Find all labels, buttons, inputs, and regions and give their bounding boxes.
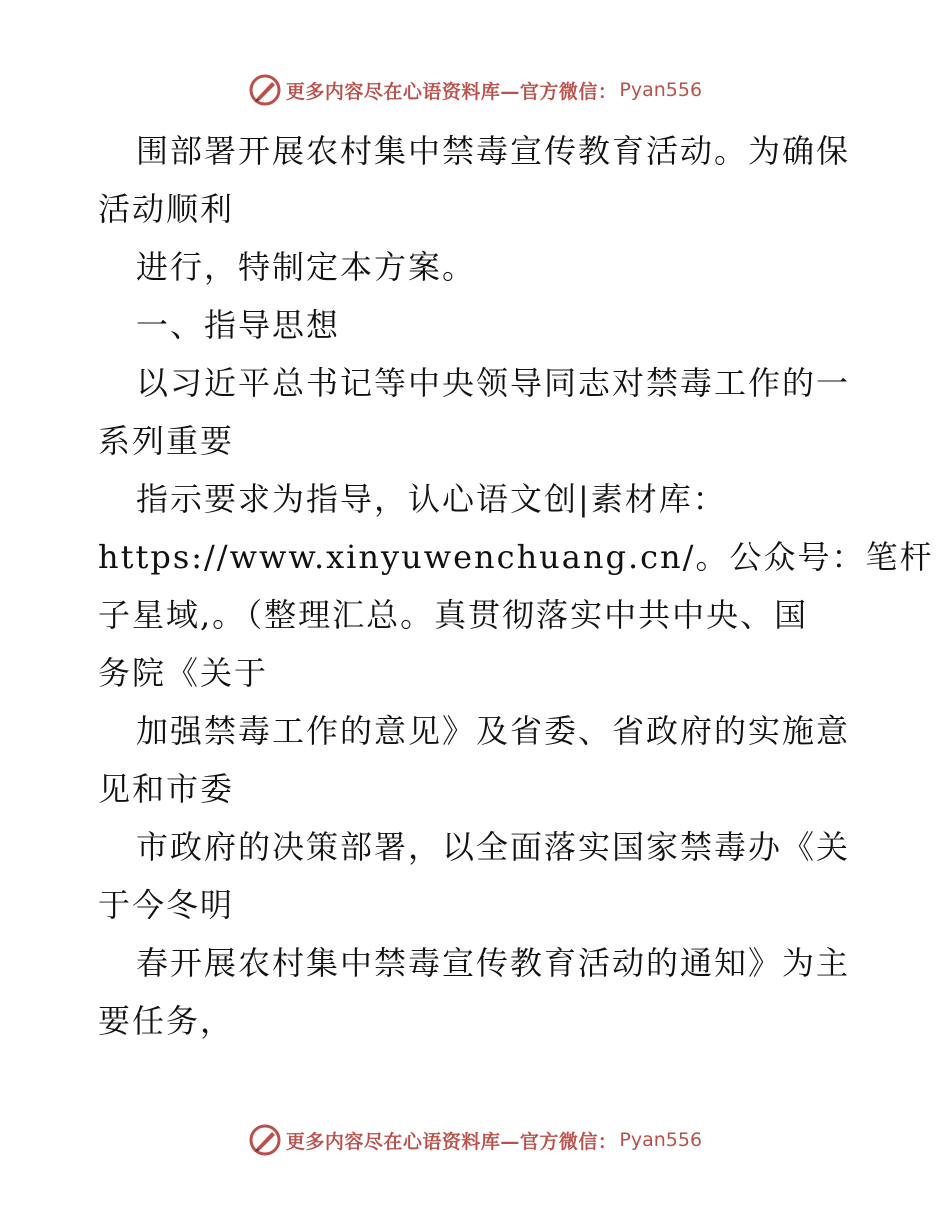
text-line: 务院《关于 xyxy=(98,654,269,692)
text-line: 子星域,。（整理汇总。真贯彻落实中共中央、国 xyxy=(98,596,809,634)
pen-logo-icon xyxy=(248,73,282,107)
text-line: 于今冬明 xyxy=(98,886,235,924)
header-banner-text: 更多内容尽在心语资料库—官方微信： xyxy=(285,80,618,103)
text-line: 春开展农村集中禁毒宣传教育活动的通知》为主 xyxy=(136,944,851,982)
header-banner-id: Pyan556 xyxy=(619,79,703,101)
text-line: 进行，特制定本方案。 xyxy=(136,248,477,286)
header-banner xyxy=(0,70,950,110)
text-line: 加强禁毒工作的意见》及省委、省政府的实施意 xyxy=(136,712,851,750)
footer-banner-text: 更多内容尽在心语资料库—官方微信： xyxy=(285,1130,618,1153)
text-line: 活动顺利 xyxy=(98,190,235,228)
text-line: 要任务， xyxy=(98,1002,235,1040)
text-line: 围部署开展农村集中禁毒宣传教育活动。为确保 xyxy=(136,132,851,170)
text-line: https://www.xinyuwenchuang.cn/。公众号：笔杆 xyxy=(98,538,934,576)
text-line: 市政府的决策部署，以全面落实国家禁毒办《关 xyxy=(136,828,851,866)
document-body xyxy=(98,122,934,1050)
footer-banner xyxy=(0,1120,950,1160)
text-line: 系列重要 xyxy=(98,422,235,460)
footer-banner-id: Pyan556 xyxy=(619,1129,703,1151)
pen-logo-icon xyxy=(248,1123,282,1157)
text-line: 以习近平总书记等中央领导同志对禁毒工作的一 xyxy=(136,364,851,402)
text-line: 指示要求为指导，认心语文创|素材库： xyxy=(136,480,727,518)
text-line: 一、指导思想 xyxy=(136,306,341,344)
text-line: 见和市委 xyxy=(98,770,235,808)
